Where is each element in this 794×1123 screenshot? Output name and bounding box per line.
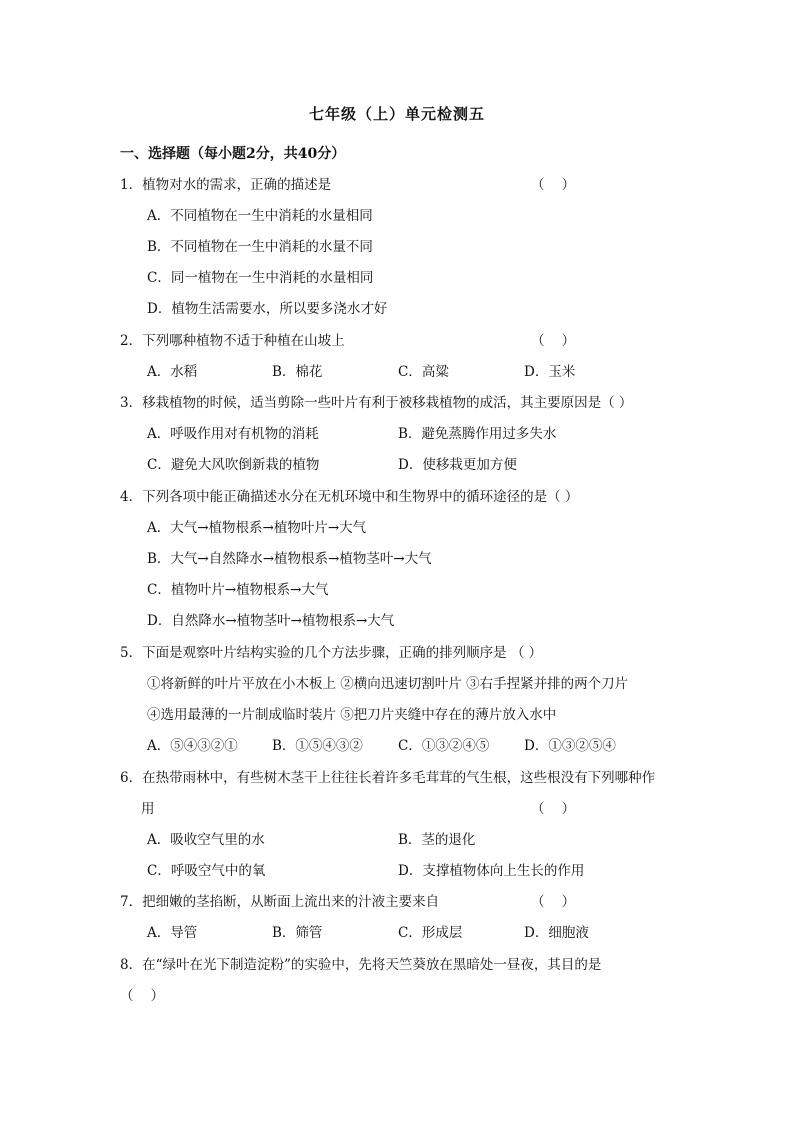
q5-steps-line-2: ④选用最薄的一片制成临时装片 ⑤把刀片夹缝中存在的薄片放入水中 <box>147 707 557 723</box>
q2-stem: 2．下列哪种植物不适于种植在山坡上 <box>120 333 345 349</box>
q5-option-c: C．①③②④⑤ <box>398 738 490 754</box>
section-heading: 一、选择题（每小题2分，共40分） <box>120 146 346 162</box>
q5-option-b: B．①⑤④③② <box>272 738 363 754</box>
q4-option-b: B．大气→自然降水→植物根系→植物茎叶→大气 <box>147 551 432 567</box>
q5-option-d: D．①③②⑤④ <box>524 738 616 754</box>
q6-option-d: D．支撑植物体向上生长的作用 <box>398 863 585 879</box>
q7-option-d: D．细胞液 <box>524 925 589 941</box>
q3-option-b: B．避免蒸腾作用过多失水 <box>398 426 557 442</box>
q2-option-a: A．水稻 <box>147 364 198 380</box>
q2-option-d: D．玉米 <box>524 364 576 380</box>
q7-option-a: A．导管 <box>147 925 198 941</box>
q1-option-c: C．同一植物在一生中消耗的水量相同 <box>147 270 374 286</box>
q4-stem: 4．下列各项中能正确描述水分在无机环境中和生物界中的循环途径的是（ ） <box>120 489 579 505</box>
q8-answer-blank: （ ） <box>120 988 165 1004</box>
q5-option-a: A．⑤④③②① <box>147 738 238 754</box>
q5-stem: 5．下面是观察叶片结构实验的几个方法步骤，正确的排列顺序是 （ ） <box>120 645 543 661</box>
q4-option-d: D．自然降水→植物茎叶→植物根系→大气 <box>147 613 395 629</box>
q7-stem: 7．把细嫩的茎掐断，从断面上流出来的汁液主要来自 <box>120 894 440 910</box>
q6-answer-blank: （ ） <box>531 801 576 817</box>
q4-option-a: A．大气→植物根系→植物叶片→大气 <box>147 520 367 536</box>
q3-stem: 3．移栽植物的时候，适当剪除一些叶片有利于被移栽植物的成活，其主要原因是（ ） <box>120 395 633 411</box>
q4-option-c: C．植物叶片→植物根系→大气 <box>147 582 329 598</box>
q1-option-d: D．植物生活需要水，所以要多浇水才好 <box>147 301 388 317</box>
q2-answer-blank: （ ） <box>531 333 576 349</box>
q6-stem-line-1: 6．在热带雨林中，有些树木茎干上往往长着许多毛茸茸的气生根，这些根没有下列哪种作 <box>120 770 656 786</box>
q7-option-c: C．形成层 <box>398 925 463 941</box>
q8-stem-line-1: 8．在“绿叶在光下制造淀粉”的实验中，先将天竺葵放在黑暗处一昼夜，其目的是 <box>120 957 602 973</box>
q7-option-b: B．筛管 <box>272 925 323 941</box>
q7-answer-blank: （ ） <box>531 894 576 910</box>
q6-option-a: A．吸收空气里的水 <box>147 832 265 848</box>
q6-option-b: B．茎的退化 <box>398 832 476 848</box>
q5-steps-line-1: ①将新鲜的叶片平放在小木板上 ②横向迅速切割叶片 ③右手捏紧并排的两个刀片 <box>147 676 629 692</box>
q3-option-d: D．使移栽更加方便 <box>398 457 517 473</box>
q1-answer-blank: （ ） <box>531 177 576 193</box>
q1-stem: 1．植物对水的需求，正确的描述是 <box>120 177 332 193</box>
page-title: 七年级（上）单元检测五 <box>308 105 485 123</box>
q6-stem-line-2: 用 <box>141 801 155 817</box>
q2-option-c: C．高粱 <box>398 364 449 380</box>
q1-option-a: A．不同植物在一生中消耗的水量相同 <box>147 208 373 224</box>
q1-option-b: B．不同植物在一生中消耗的水量不同 <box>147 239 373 255</box>
q2-option-b: B．棉花 <box>272 364 323 380</box>
q6-option-c: C．呼吸空气中的氧 <box>147 863 266 879</box>
q3-option-c: C．避免大风吹倒新栽的植物 <box>147 457 320 473</box>
q3-option-a: A．呼吸作用对有机物的消耗 <box>147 426 319 442</box>
